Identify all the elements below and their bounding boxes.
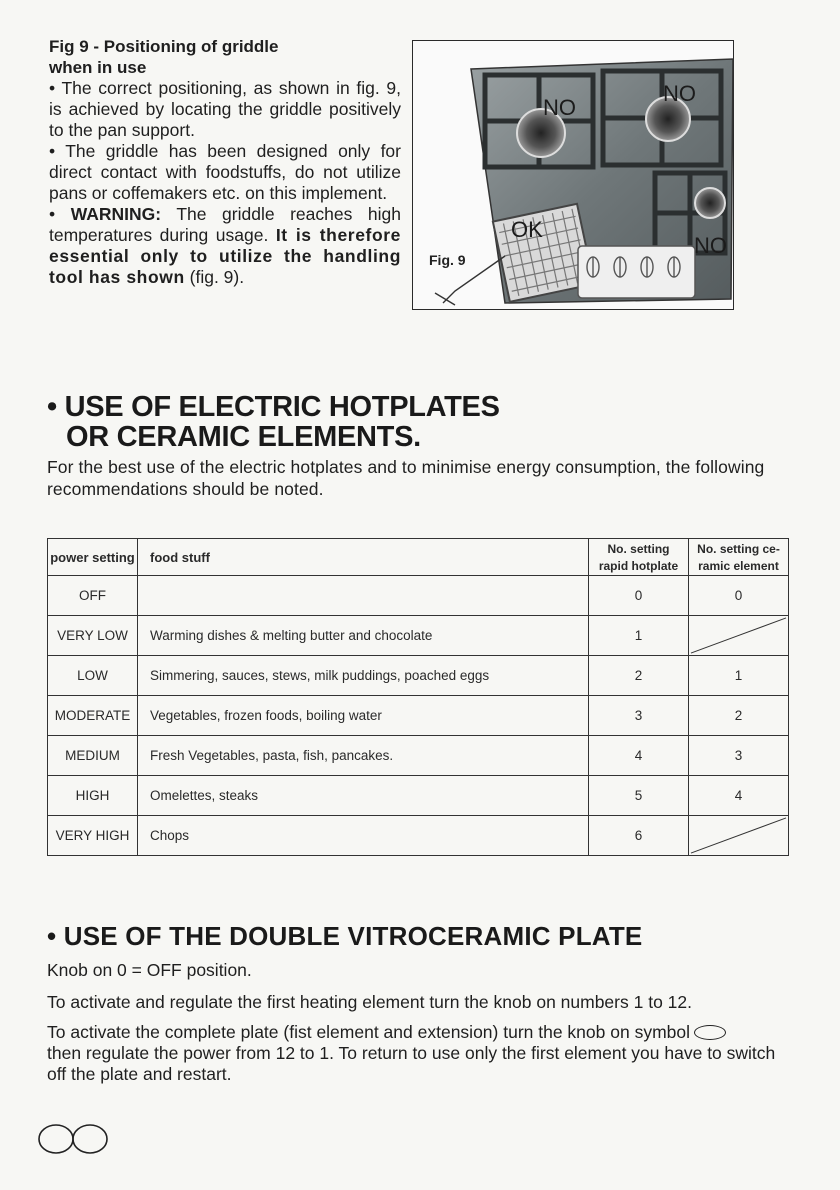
ceramic-cell: 2 — [689, 696, 789, 736]
power-cell: OFF — [48, 576, 138, 616]
header-food-stuff: food stuff — [138, 539, 589, 576]
table-row — [48, 776, 789, 816]
knob-off-text: Knob on 0 = OFF position. — [47, 960, 252, 980]
ceramic-cell-not-applicable — [689, 616, 789, 656]
section-intro: For the best use of the electric hotplates and to minimise energy consumption, the following recommendations should be noted. — [47, 457, 765, 499]
table-header-row — [48, 539, 789, 576]
food-cell: Simmering, sauces, stews, milk puddings, poached eggs — [138, 656, 589, 696]
caption-line-2: when in use — [49, 58, 147, 77]
ok-label: OK — [511, 217, 543, 242]
rapid-cell: 3 — [589, 696, 689, 736]
activate-complete-plate-text: To activate the complete plate (fist element and extension) turn the knob on symbol then regulate the power from 12 to 1. To return to use only the first element you have to switch off the plate and restart. — [47, 1022, 776, 1084]
diagonal-slash-icon — [689, 616, 788, 655]
rapid-cell: 0 — [589, 576, 689, 616]
food-cell: Omelettes, steaks — [138, 776, 589, 816]
power-cell: VERY HIGH — [48, 816, 138, 856]
table-row — [48, 816, 789, 856]
warning-emphasis: It is therefore essential only to utilize the handling tool has shown — [49, 225, 401, 287]
section-heading-vitroceramic-plate: • USE OF THE DOUBLE VITROCERAMIC PLATE — [47, 921, 643, 951]
power-cell: MEDIUM — [48, 736, 138, 776]
diagonal-slash-icon — [689, 816, 788, 855]
power-settings-table — [47, 538, 789, 856]
rapid-cell: 1 — [589, 616, 689, 656]
food-cell: Fresh Vegetables, pasta, fish, pancakes. — [138, 736, 589, 776]
ceramic-cell-not-applicable — [689, 816, 789, 856]
caption-line-1: Fig 9 - Positioning of griddle — [49, 37, 279, 56]
power-cell: LOW — [48, 656, 138, 696]
figure-label: Fig. 9 — [429, 252, 466, 268]
food-cell — [138, 576, 589, 616]
ceramic-cell: 1 — [689, 656, 789, 696]
header-ceramic-element: No. setting ce- ramic element — [689, 539, 789, 576]
rapid-cell: 6 — [589, 816, 689, 856]
language-badge-icon — [36, 1122, 112, 1156]
header-power-setting: power setting — [48, 539, 138, 576]
ceramic-cell: 4 — [689, 776, 789, 816]
rapid-cell: 5 — [589, 776, 689, 816]
warning-label: WARNING: — [70, 204, 162, 224]
burner-3 — [695, 188, 725, 218]
table-row — [48, 696, 789, 736]
table-row — [48, 576, 789, 616]
positioning-paragraph: • The correct positioning, as shown in fig. 9, is achieved by locating the griddle positively to the pan support. — [49, 78, 401, 140]
table-row — [48, 736, 789, 776]
no-label-2: NO — [663, 81, 696, 106]
extension-symbol-icon — [694, 1025, 726, 1040]
ceramic-cell: 0 — [689, 576, 789, 616]
table-row — [48, 656, 789, 696]
food-cell: Vegetables, frozen foods, boiling water — [138, 696, 589, 736]
usage-paragraph: • The griddle has been designed only for direct contact with foodstuffs, do not utilize pans or coffemakers etc. on this implement. — [49, 141, 401, 203]
power-cell: MODERATE — [48, 696, 138, 736]
ceramic-cell: 3 — [689, 736, 789, 776]
power-cell: VERY LOW — [48, 616, 138, 656]
rapid-cell: 4 — [589, 736, 689, 776]
table-row — [48, 616, 789, 656]
power-cell: HIGH — [48, 776, 138, 816]
section-heading-electric-hotplates: • USE OF ELECTRIC HOTPLATES OR CERAMIC ELEMENTS. — [47, 391, 500, 453]
figure-9 — [412, 40, 734, 310]
warning-paragraph: • WARNING: The griddle reaches high temperatures during usage. It is therefore essential only to utilize the handling tool has shown (fig. 9). — [49, 204, 401, 287]
hob-illustration — [413, 41, 735, 311]
griddle-instructions — [49, 36, 401, 288]
figure-caption-title — [49, 36, 401, 78]
food-cell: Warming dishes & melting butter and chocolate — [138, 616, 589, 656]
rapid-cell: 2 — [589, 656, 689, 696]
no-label-3: NO — [694, 233, 727, 258]
control-panel — [578, 246, 695, 298]
header-rapid-hotplate: No. setting rapid hotplate — [589, 539, 689, 576]
activate-first-element-text: To activate and regulate the first heating element turn the knob on numbers 1 to 12. — [47, 992, 692, 1012]
no-label-1: NO — [543, 95, 576, 120]
food-cell: Chops — [138, 816, 589, 856]
